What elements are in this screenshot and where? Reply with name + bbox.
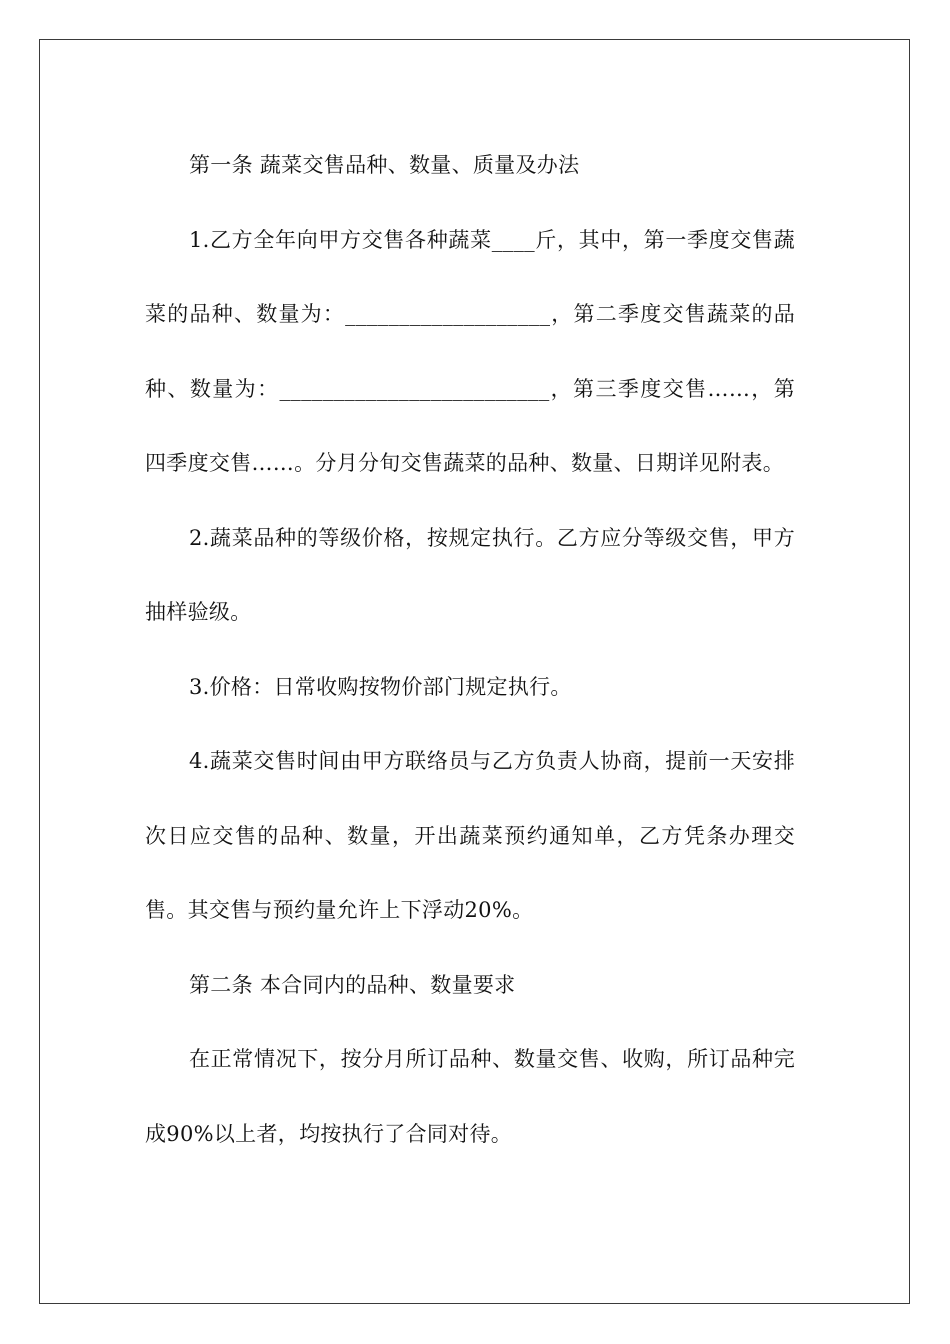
- clause-2-paragraph: 2.蔬菜品种的等级价格，按规定执行。乙方应分等级交售，甲方抽样验级。: [145, 525, 795, 624]
- article-1-heading: 第一条 蔬菜交售品种、数量、质量及办法: [189, 153, 580, 177]
- document-body: [145, 128, 795, 1171]
- article-2-heading: 第二条 本合同内的品种、数量要求: [189, 972, 516, 997]
- clause-3-paragraph: 3.价格：日常收购按物价部门规定执行。: [189, 674, 572, 699]
- article-2-body-paragraph: 在正常情况下，按分月所订品种、数量交售、收购，所订品种完成90%以上者，均按执行了合同对待。: [145, 1047, 795, 1146]
- clause-4-paragraph: 4.蔬菜交售时间由甲方联络员与乙方负责人协商，提前一天安排次日应交售的品种、数量，开出蔬菜预约通知单，乙方凭条办理交售。其交售与预约量允许上下浮动20%。: [145, 749, 795, 922]
- clause-1-paragraph: 1.乙方全年向甲方交售各种蔬菜____斤，其中，第一季度交售蔬菜的品种、数量为：___________________，第二季度交售蔬菜的品种、数量为：_________________________，第三季度交售……，第四季度交售……。分月分旬交售蔬菜的品种、数量、日期详见附表。: [145, 227, 795, 475]
